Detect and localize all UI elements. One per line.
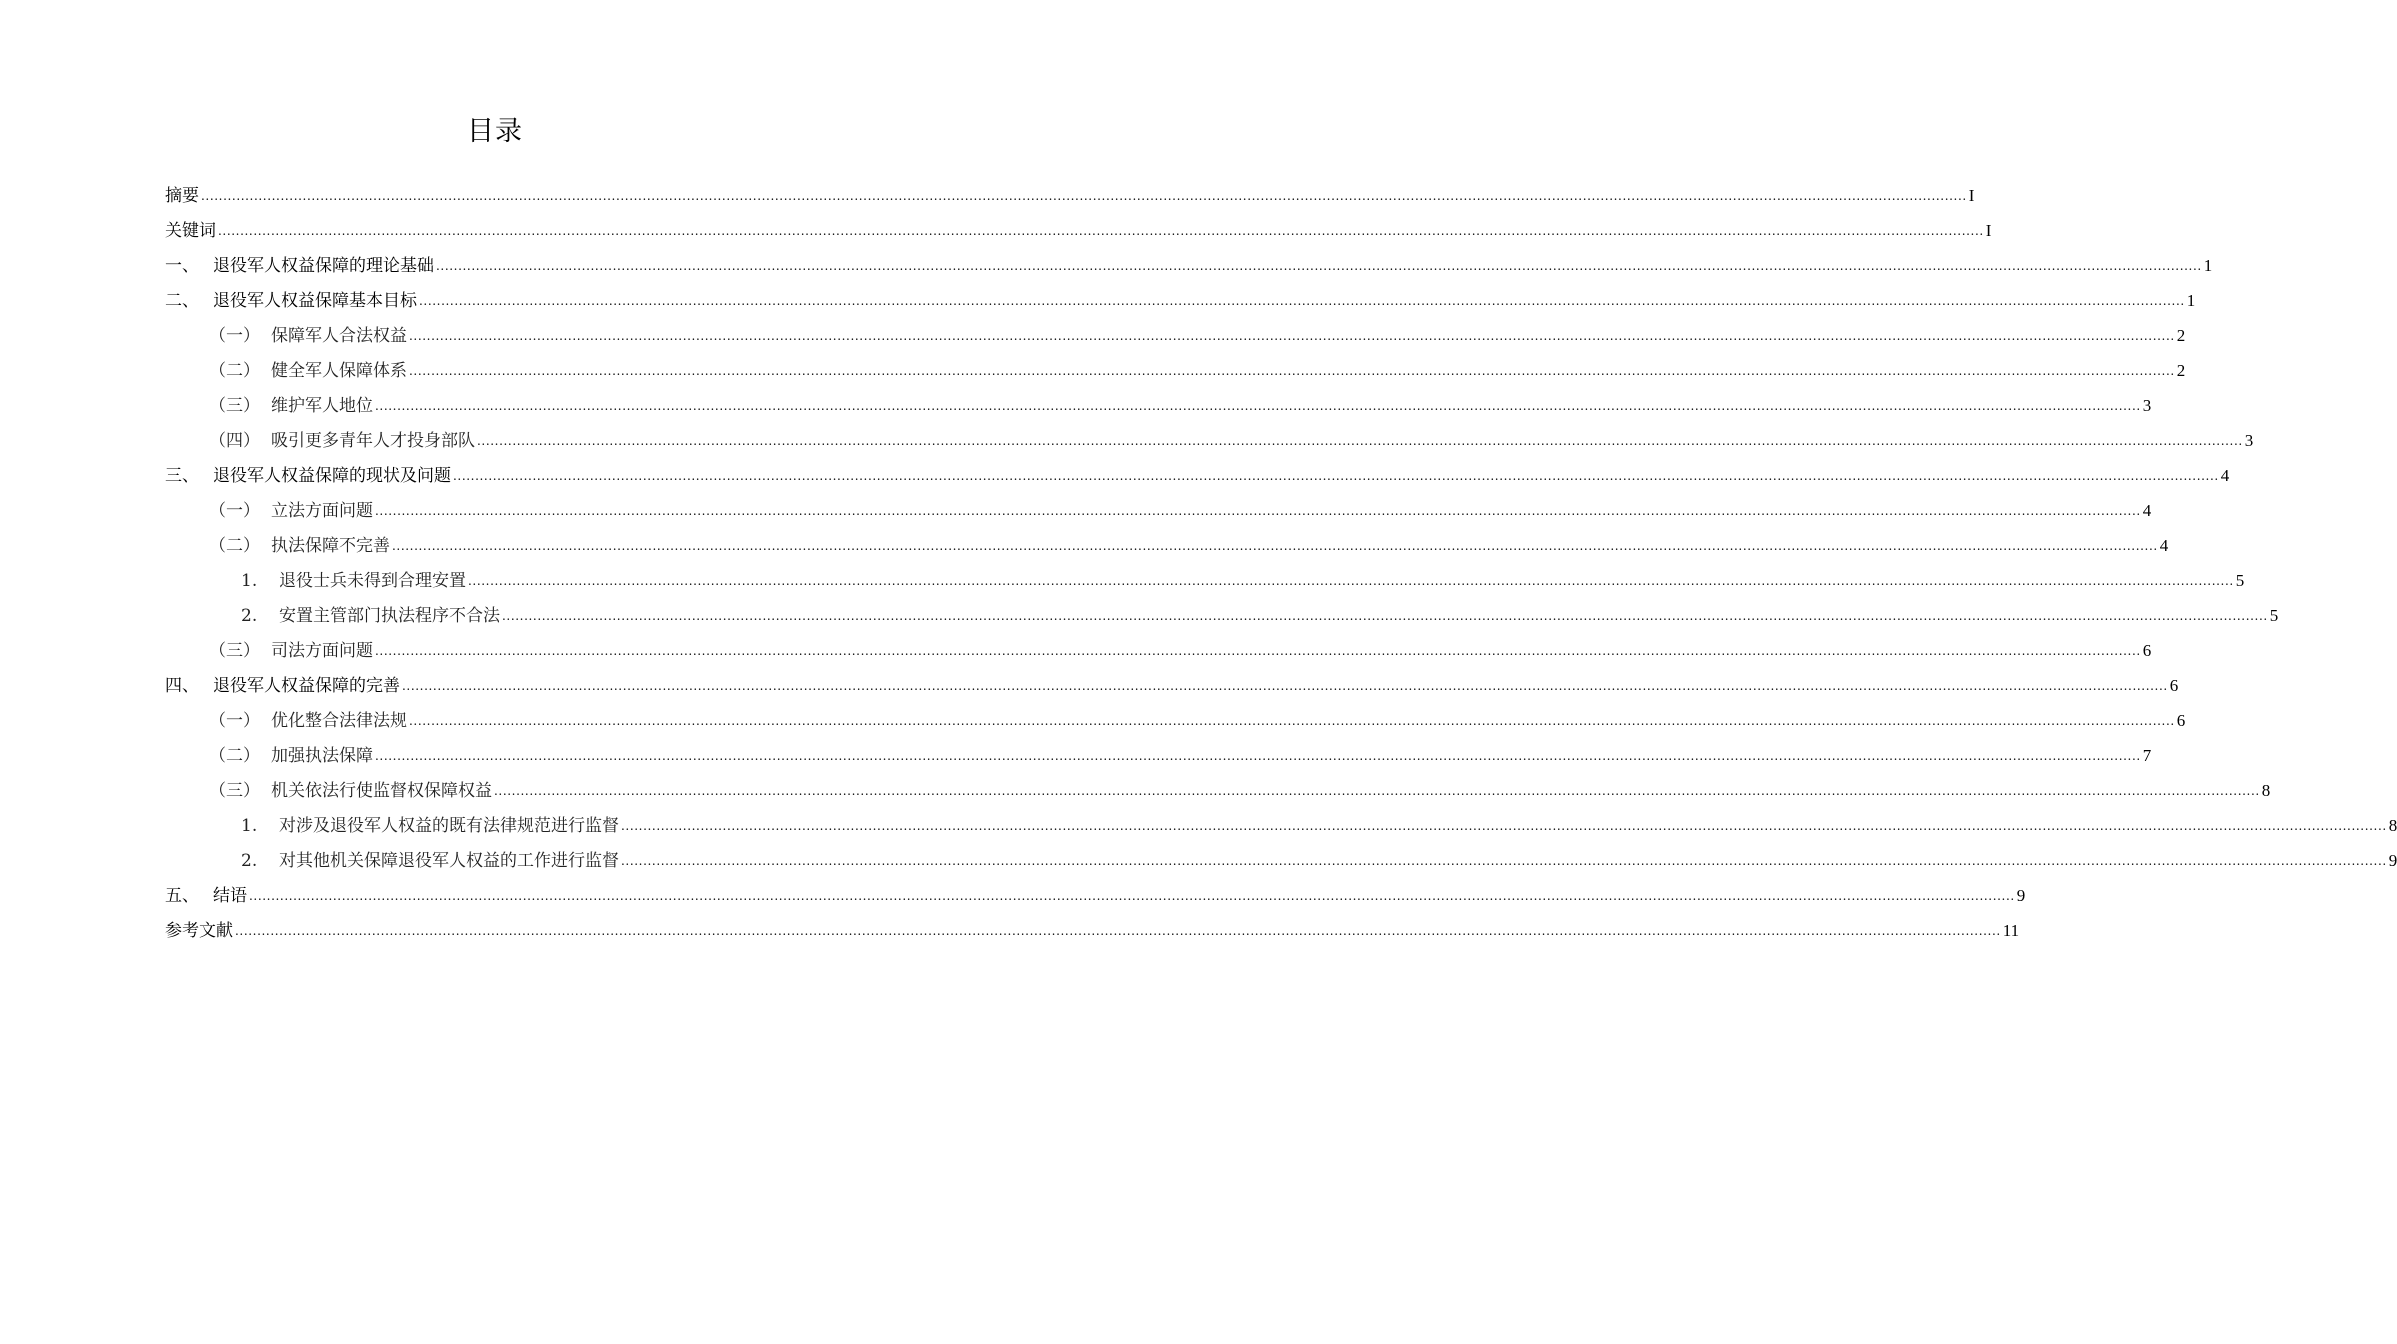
toc-entry-title: 吸引更多青年人才投身部队 [271, 431, 475, 451]
toc-entry-title: 执法保障不完善 [271, 536, 390, 556]
toc-entry-number: （一） [209, 711, 260, 731]
toc-entry-page-number: 5 [2235, 571, 2245, 590]
dot-leader: ................................................................................................................................................................................................................................................................................................................................................................................................................ [409, 364, 2175, 378]
toc-entry[interactable] [165, 878, 2026, 913]
toc-entry-title: 安置主管部门执法程序不合法 [279, 606, 500, 626]
dot-leader: ................................................................................................................................................................................................................................................................................................................................................................................................................ [621, 854, 2387, 868]
toc-entry[interactable] [165, 528, 2169, 563]
toc-entry-number: （四） [209, 431, 260, 451]
toc-entry-page-number: 5 [2269, 606, 2279, 625]
toc-entry-number: 2. [241, 851, 258, 871]
toc-entry-page-number: 1 [2186, 291, 2196, 310]
toc-entry-title: 司法方面问题 [271, 641, 373, 661]
toc-entry[interactable] [165, 843, 2397, 878]
toc-entry-number: （一） [209, 501, 260, 521]
toc-entry-number: （三） [209, 781, 260, 801]
toc-entry-page-number: 11 [2002, 921, 2020, 940]
dot-leader: ................................................................................................................................................................................................................................................................................................................................................................................................................ [402, 679, 2168, 693]
toc-entry-number: （一） [209, 326, 260, 346]
toc-entry-title: 机关依法行使监督权保障权益 [271, 781, 492, 801]
toc-entry[interactable] [165, 248, 2213, 283]
toc-entry-title: 退役军人权益保障基本目标 [213, 291, 417, 311]
dot-leader: ................................................................................................................................................................................................................................................................................................................................................................................................................ [249, 889, 2015, 903]
toc-entry-title: 退役军人权益保障的完善 [213, 676, 400, 696]
dot-leader: ................................................................................................................................................................................................................................................................................................................................................................................................................ [375, 399, 2141, 413]
toc-entry-number: （二） [209, 746, 260, 766]
dot-leader: ................................................................................................................................................................................................................................................................................................................................................................................................................ [453, 469, 2219, 483]
toc-entry-title: 退役军人权益保障的理论基础 [213, 256, 434, 276]
toc-entry-title: 加强执法保障 [271, 746, 373, 766]
toc-entry[interactable] [165, 773, 2271, 808]
dot-leader: ................................................................................................................................................................................................................................................................................................................................................................................................................ [502, 609, 2268, 623]
dot-leader: ................................................................................................................................................................................................................................................................................................................................................................................................................ [409, 329, 2175, 343]
toc-entry-page-number: 9 [2388, 851, 2397, 870]
dot-leader: ................................................................................................................................................................................................................................................................................................................................................................................................................ [218, 224, 1984, 238]
toc-entry-title: 立法方面问题 [271, 501, 373, 521]
toc-entry-title: 保障军人合法权益 [271, 326, 407, 346]
toc-entry-page-number: 8 [2388, 816, 2397, 835]
dot-leader: ................................................................................................................................................................................................................................................................................................................................................................................................................ [375, 504, 2141, 518]
toc-entry-title: 维护军人地位 [271, 396, 373, 416]
toc-entry-number: 1. [241, 816, 258, 836]
toc-entry-title: 参考文献 [165, 921, 233, 941]
toc-entry-page-number: 4 [2159, 536, 2169, 555]
toc-entry[interactable] [165, 458, 2230, 493]
toc-entry[interactable] [165, 808, 2397, 843]
page-title: 目录 [467, 116, 523, 147]
toc-entry-title: 对涉及退役军人权益的既有法律规范进行监督 [279, 816, 619, 836]
toc-entry-title: 健全军人保障体系 [271, 361, 407, 381]
dot-leader: ................................................................................................................................................................................................................................................................................................................................................................................................................ [375, 644, 2141, 658]
toc-entry-page-number: 4 [2220, 466, 2230, 485]
toc-entry-page-number: 2 [2176, 361, 2186, 380]
toc-entry-title: 关键词 [165, 221, 216, 241]
toc-entry[interactable] [165, 913, 2020, 948]
dot-leader: ................................................................................................................................................................................................................................................................................................................................................................................................................ [468, 574, 2234, 588]
toc-entry[interactable] [165, 423, 2254, 458]
toc-entry-title: 对其他机关保障退役军人权益的工作进行监督 [279, 851, 619, 871]
toc-entry-title: 优化整合法律法规 [271, 711, 407, 731]
table-of-contents [165, 178, 2397, 948]
toc-entry-number: 一、 [165, 256, 199, 276]
toc-entry-page-number: I [1985, 221, 1992, 240]
toc-entry-number: （三） [209, 396, 260, 416]
toc-entry-page-number: 6 [2176, 711, 2186, 730]
toc-entry-page-number: 9 [2016, 886, 2026, 905]
toc-entry-number: （三） [209, 641, 260, 661]
toc-entry[interactable] [165, 178, 1975, 213]
toc-entry-title: 摘要 [165, 186, 199, 206]
toc-entry-number: 二、 [165, 291, 199, 311]
toc-entry[interactable] [165, 353, 2186, 388]
toc-entry[interactable] [165, 283, 2196, 318]
toc-entry-page-number: 4 [2142, 501, 2152, 520]
toc-entry[interactable] [165, 563, 2245, 598]
toc-entry[interactable] [165, 213, 1992, 248]
dot-leader: ................................................................................................................................................................................................................................................................................................................................................................................................................ [409, 714, 2175, 728]
toc-entry-page-number: 8 [2261, 781, 2271, 800]
dot-leader: ................................................................................................................................................................................................................................................................................................................................................................................................................ [375, 749, 2141, 763]
dot-leader: ................................................................................................................................................................................................................................................................................................................................................................................................................ [235, 924, 2001, 938]
toc-entry[interactable] [165, 703, 2186, 738]
toc-entry-page-number: 2 [2176, 326, 2186, 345]
toc-entry[interactable] [165, 493, 2152, 528]
dot-leader: ................................................................................................................................................................................................................................................................................................................................................................................................................ [621, 819, 2387, 833]
toc-entry[interactable] [165, 388, 2152, 423]
dot-leader: ................................................................................................................................................................................................................................................................................................................................................................................................................ [477, 434, 2243, 448]
toc-entry[interactable] [165, 318, 2186, 353]
dot-leader: ................................................................................................................................................................................................................................................................................................................................................................................................................ [419, 294, 2185, 308]
toc-entry-title: 退役士兵未得到合理安置 [279, 571, 466, 591]
toc-entry-number: （二） [209, 361, 260, 381]
toc-entry-number: 四、 [165, 676, 199, 696]
toc-entry[interactable] [165, 633, 2152, 668]
toc-entry-number: 1. [241, 571, 258, 591]
toc-entry-page-number: I [1968, 186, 1975, 205]
dot-leader: ................................................................................................................................................................................................................................................................................................................................................................................................................ [436, 259, 2202, 273]
toc-entry-page-number: 3 [2142, 396, 2152, 415]
toc-entry-title: 退役军人权益保障的现状及问题 [213, 466, 451, 486]
toc-entry[interactable] [165, 668, 2179, 703]
dot-leader: ................................................................................................................................................................................................................................................................................................................................................................................................................ [201, 189, 1967, 203]
toc-entry-page-number: 1 [2203, 256, 2213, 275]
toc-entry-number: （二） [209, 536, 260, 556]
toc-entry[interactable] [165, 598, 2279, 633]
toc-entry-title: 结语 [213, 886, 247, 906]
toc-entry-page-number: 6 [2169, 676, 2179, 695]
toc-entry-page-number: 6 [2142, 641, 2152, 660]
dot-leader: ................................................................................................................................................................................................................................................................................................................................................................................................................ [494, 784, 2260, 798]
toc-entry-number: 三、 [165, 466, 199, 486]
toc-entry[interactable] [165, 738, 2152, 773]
toc-entry-page-number: 7 [2142, 746, 2152, 765]
toc-entry-number: 2. [241, 606, 258, 626]
dot-leader: ................................................................................................................................................................................................................................................................................................................................................................................................................ [392, 539, 2158, 553]
toc-entry-page-number: 3 [2244, 431, 2254, 450]
toc-entry-number: 五、 [165, 886, 199, 906]
